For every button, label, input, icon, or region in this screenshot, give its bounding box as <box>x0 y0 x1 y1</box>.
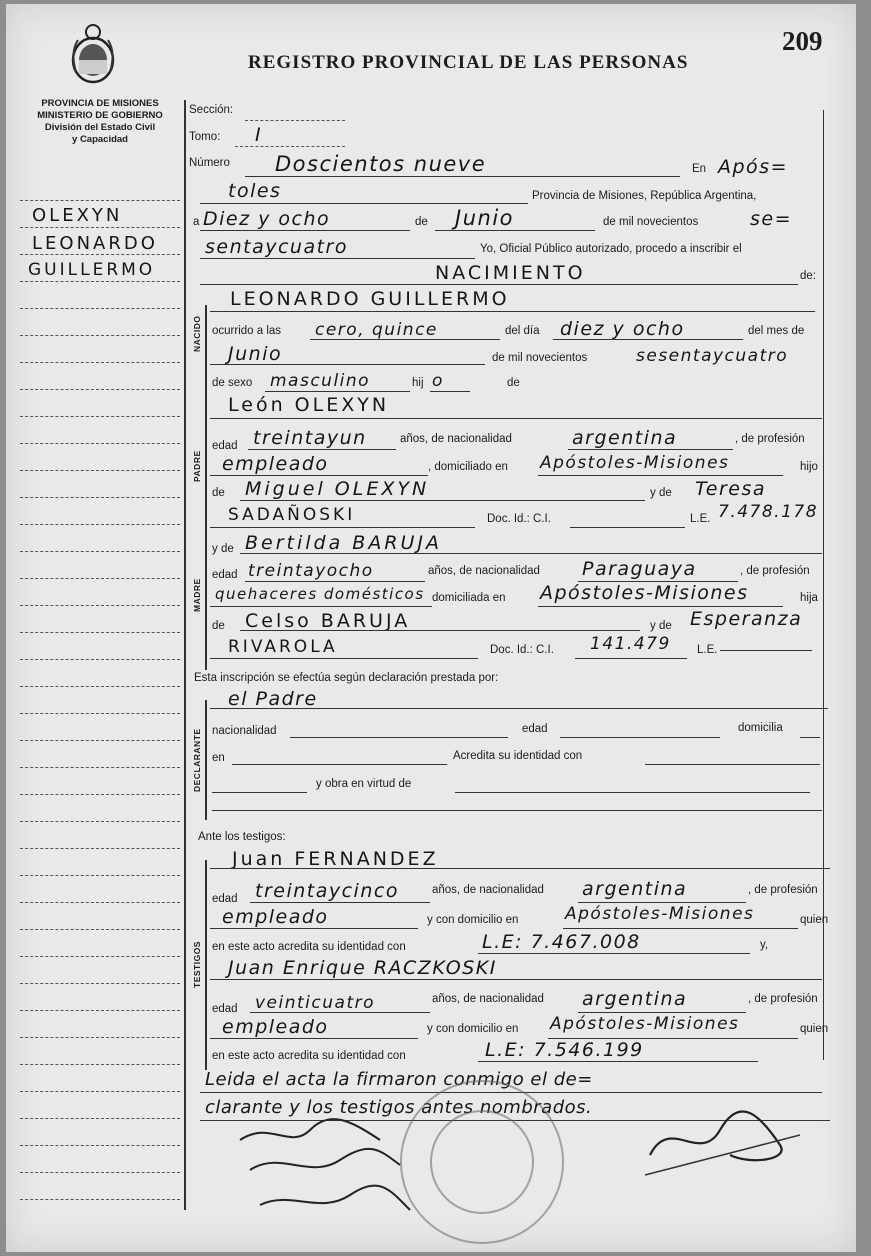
label-de-abuelo-m: de <box>212 620 225 632</box>
margin-rule <box>20 578 180 579</box>
label-con-domicilio-t1: y con domicilio en <box>427 914 519 926</box>
label-provincia: Provincia de Misiones, República Argentina, <box>532 190 757 202</box>
label-con-domicilio-t2: y con domicilio en <box>427 1023 519 1035</box>
margin-rule <box>20 1199 180 1200</box>
label-quien-t2: quien <box>800 1023 829 1035</box>
anio-part1: se= <box>750 208 793 230</box>
lugar-part1: Após= <box>718 156 789 178</box>
testigo2-nacionalidad: argentina <box>582 988 688 1010</box>
margin-rule <box>20 551 180 552</box>
label-y-de-madre2: y de <box>650 620 672 632</box>
margin-rule <box>20 875 180 876</box>
madre-nacionalidad: Paraguaya <box>582 558 697 580</box>
page-number: 209 <box>782 26 823 56</box>
label-acto-t1: en este acto acredita su identidad con <box>212 941 406 953</box>
padre-nombre: León OLEXYN <box>228 394 390 416</box>
agency-line: y Capacidad <box>72 134 128 145</box>
margin-rule <box>20 254 180 255</box>
margin-rule <box>20 470 180 471</box>
label-anos-nac-t2: años, de nacionalidad <box>432 993 544 1005</box>
margin-rule <box>20 794 180 795</box>
label-edad-madre: edad <box>212 569 238 581</box>
margin-rule <box>20 335 180 336</box>
label-en-decl: en <box>212 752 225 764</box>
label-domicilia: domicilia <box>738 722 783 734</box>
testigo2-edad: veinticuatro <box>255 993 375 1013</box>
numero-value: Doscientos nueve <box>275 152 487 176</box>
label-anos-nac-t1: años, de nacionalidad <box>432 884 544 896</box>
side-label-declarante: DECLARANTE <box>192 728 202 792</box>
side-label-testigos: TESTIGOS <box>192 941 202 988</box>
margin-first-name: LEONARDO <box>32 233 158 254</box>
label-y-de-madre: y de <box>212 543 234 555</box>
margin-rule <box>20 686 180 687</box>
padre-domicilio: Apóstoles-Misiones <box>540 453 730 473</box>
margin-rule <box>20 1118 180 1119</box>
label-hija: hija <box>800 592 818 604</box>
abuelo-paterno: Miguel OLEXYN <box>245 478 430 500</box>
anio-part2: sentaycuatro <box>205 236 348 258</box>
tomo-value: I <box>255 124 263 146</box>
official-seal-inner <box>430 1110 534 1214</box>
label-oficial: Yo, Oficial Público autorizado, procedo a inscribir el <box>480 243 742 255</box>
margin-rule <box>20 983 180 984</box>
testigo1-id: L.E: 7.467.008 <box>482 931 641 953</box>
hora-value: cero, quince <box>315 320 438 340</box>
label-le-madre: L.E. <box>697 644 718 656</box>
margin-rule <box>20 416 180 417</box>
agency-line: PROVINCIA DE MISIONES <box>41 98 159 109</box>
label-hij: hij <box>412 377 424 389</box>
anio-nac-value: sesentaycuatro <box>636 346 789 366</box>
margin-rule <box>20 497 180 498</box>
cierre-linea-1: Leida el acta la firmaron conmigo el de= <box>205 1069 593 1090</box>
label-mil-novecientos: de mil novecientos <box>603 216 699 228</box>
margin-rule <box>20 1064 180 1065</box>
label-le-padre: L.E. <box>690 513 711 525</box>
label-y-t1: y, <box>760 939 769 951</box>
label-domiciliada: domiciliada en <box>432 592 506 604</box>
label-anos-nac-madre: años, de nacionalidad <box>428 565 540 577</box>
label-en: En <box>692 163 707 175</box>
margin-rule <box>20 767 180 768</box>
mes-nac-value: Junio <box>228 343 283 365</box>
label-y-de-padre: y de <box>650 487 672 499</box>
label-doc-id-padre: Doc. Id.: C.I. <box>487 513 551 525</box>
label-de-sexo: de sexo <box>212 377 253 389</box>
testigo1-profesion: empleado <box>222 906 329 928</box>
label-doc-id-madre: Doc. Id.: C.I. <box>490 644 554 656</box>
label-profesion-padre: , de profesión <box>735 433 805 445</box>
agency-line: División del Estado Civil <box>44 122 156 133</box>
label-inscripcion: Esta inscripción se efectúa según declaración prestada por: <box>194 672 499 684</box>
label-tomo: Tomo: <box>189 131 221 143</box>
margin-rule <box>20 632 180 633</box>
label-a: a <box>193 216 200 228</box>
margin-rule <box>20 1037 180 1038</box>
margin-rule <box>20 956 180 957</box>
agency-line: MINISTERIO DE GOBIERNO <box>37 110 163 121</box>
madre-edad: treintayocho <box>248 561 374 581</box>
label-anos-nac-padre: años, de nacionalidad <box>400 433 512 445</box>
label-domiciliado: , domiciliado en <box>428 461 508 473</box>
side-label-nacido: NACIDO <box>192 315 202 352</box>
testigo2-nombre: Juan Enrique RACZKOSKI <box>228 957 497 979</box>
label-de2: de <box>507 377 520 389</box>
coat-of-arms-icon <box>68 22 118 86</box>
side-label-padre: PADRE <box>192 450 202 482</box>
mes-value: Junio <box>455 206 514 230</box>
margin-rule <box>20 713 180 714</box>
section-divider-declarante <box>205 700 207 820</box>
acta-tipo: NACIMIENTO <box>435 262 586 284</box>
abuela-materna-2: RIVAROLA <box>228 637 338 657</box>
nombre-nacido: LEONARDO GUILLERMO <box>230 288 510 310</box>
label-nacionalidad-decl: nacionalidad <box>212 725 277 737</box>
padre-nacionalidad: argentina <box>572 427 678 449</box>
dia-value: Diez y ocho <box>203 208 331 230</box>
padre-edad: treintayun <box>253 427 367 449</box>
label-de: de <box>415 216 428 228</box>
label-del-mes: del mes de <box>748 325 805 337</box>
abuela-materna-1: Esperanza <box>690 608 803 630</box>
label-numero: Número <box>189 157 230 169</box>
page-title: REGISTRO PROVINCIAL DE LAS PERSONAS <box>248 52 689 73</box>
margin-rule <box>20 848 180 849</box>
margin-rule <box>20 443 180 444</box>
lugar-part2: toles <box>228 180 282 202</box>
testigo1-nacionalidad: argentina <box>582 878 688 900</box>
sexo-value: masculino <box>270 371 371 391</box>
madre-ci: 141.479 <box>590 634 671 654</box>
section-divider-testigos <box>205 860 207 1070</box>
label-edad-t1: edad <box>212 893 238 905</box>
cierre-linea-2: clarante y los testigos antes nombrados. <box>205 1097 593 1118</box>
margin-rule <box>20 362 180 363</box>
margin-rule <box>20 1172 180 1173</box>
testigo1-domicilio: Apóstoles-Misiones <box>565 904 755 924</box>
label-edad-t2: edad <box>212 1003 238 1015</box>
label-edad-padre: edad <box>212 440 238 452</box>
abuela-paterna-2: SADAÑOSKI <box>228 505 356 525</box>
label-seccion: Sección: <box>189 104 234 116</box>
margin-rule <box>20 281 180 282</box>
margin-rule <box>20 1091 180 1092</box>
margin-rule <box>20 929 180 930</box>
madre-nombre: Bertilda BARUJA <box>245 532 443 554</box>
label-obra: y obra en virtud de <box>316 778 412 790</box>
margin-rule <box>20 389 180 390</box>
label-profesion-t2: , de profesión <box>748 993 818 1005</box>
margin-rule <box>20 821 180 822</box>
label-ante: Ante los testigos: <box>198 831 286 843</box>
left-divider <box>184 100 186 1210</box>
margin-rule <box>20 227 180 228</box>
testigo2-profesion: empleado <box>222 1016 329 1038</box>
testigo1-edad: treintaycinco <box>255 880 399 902</box>
margin-rule <box>20 659 180 660</box>
label-de-mil-nov: de mil novecientos <box>492 352 588 364</box>
agency-header <box>20 98 180 146</box>
label-acredita: Acredita su identidad con <box>453 750 583 762</box>
label-ocurrido: ocurrido a las <box>212 325 282 337</box>
testigo1-nombre: Juan FERNANDEZ <box>232 848 439 870</box>
label-edad-decl: edad <box>522 723 548 735</box>
margin-second-name: GUILLERMO <box>28 260 156 280</box>
padre-le: 7.478.178 <box>718 502 819 522</box>
madre-profesion: quehaceres domésticos <box>215 585 425 603</box>
margin-rule <box>20 200 180 201</box>
abuela-paterna-1: Teresa <box>695 478 766 500</box>
margin-rule <box>20 740 180 741</box>
label-profesion-t1: , de profesión <box>748 884 818 896</box>
label-de-abuelo-p: de <box>212 487 225 499</box>
signature-declarante-icon <box>230 1110 430 1230</box>
testigo2-domicilio: Apóstoles-Misiones <box>550 1014 740 1034</box>
label-hijo: hijo <box>800 461 818 473</box>
abuelo-materno: Celso BARUJA <box>245 610 411 632</box>
label-de-colon: de: <box>800 270 816 282</box>
label-profesion-madre: , de profesión <box>740 565 810 577</box>
section-divider-upper <box>205 305 207 670</box>
margin-rule <box>20 1145 180 1146</box>
margin-rule <box>20 605 180 606</box>
margin-rule <box>20 308 180 309</box>
side-label-madre: MADRE <box>192 578 202 612</box>
margin-rule <box>20 1010 180 1011</box>
label-del-dia: del día <box>505 325 540 337</box>
label-quien-t1: quien <box>800 914 829 926</box>
margin-surname: OLEXYN <box>32 205 123 226</box>
margin-rule <box>20 902 180 903</box>
declarante-value: el Padre <box>228 688 318 710</box>
dia-nac-value: diez y ocho <box>560 318 685 340</box>
hij-suffix: o <box>432 371 444 391</box>
padre-profesion: empleado <box>222 453 329 475</box>
signature-oficial-icon <box>630 1105 810 1185</box>
madre-domicilio: Apóstoles-Misiones <box>540 582 749 604</box>
testigo2-id: L.E: 7.546.199 <box>485 1039 644 1061</box>
margin-rule <box>20 524 180 525</box>
label-acto-t2: en este acto acredita su identidad con <box>212 1050 406 1062</box>
